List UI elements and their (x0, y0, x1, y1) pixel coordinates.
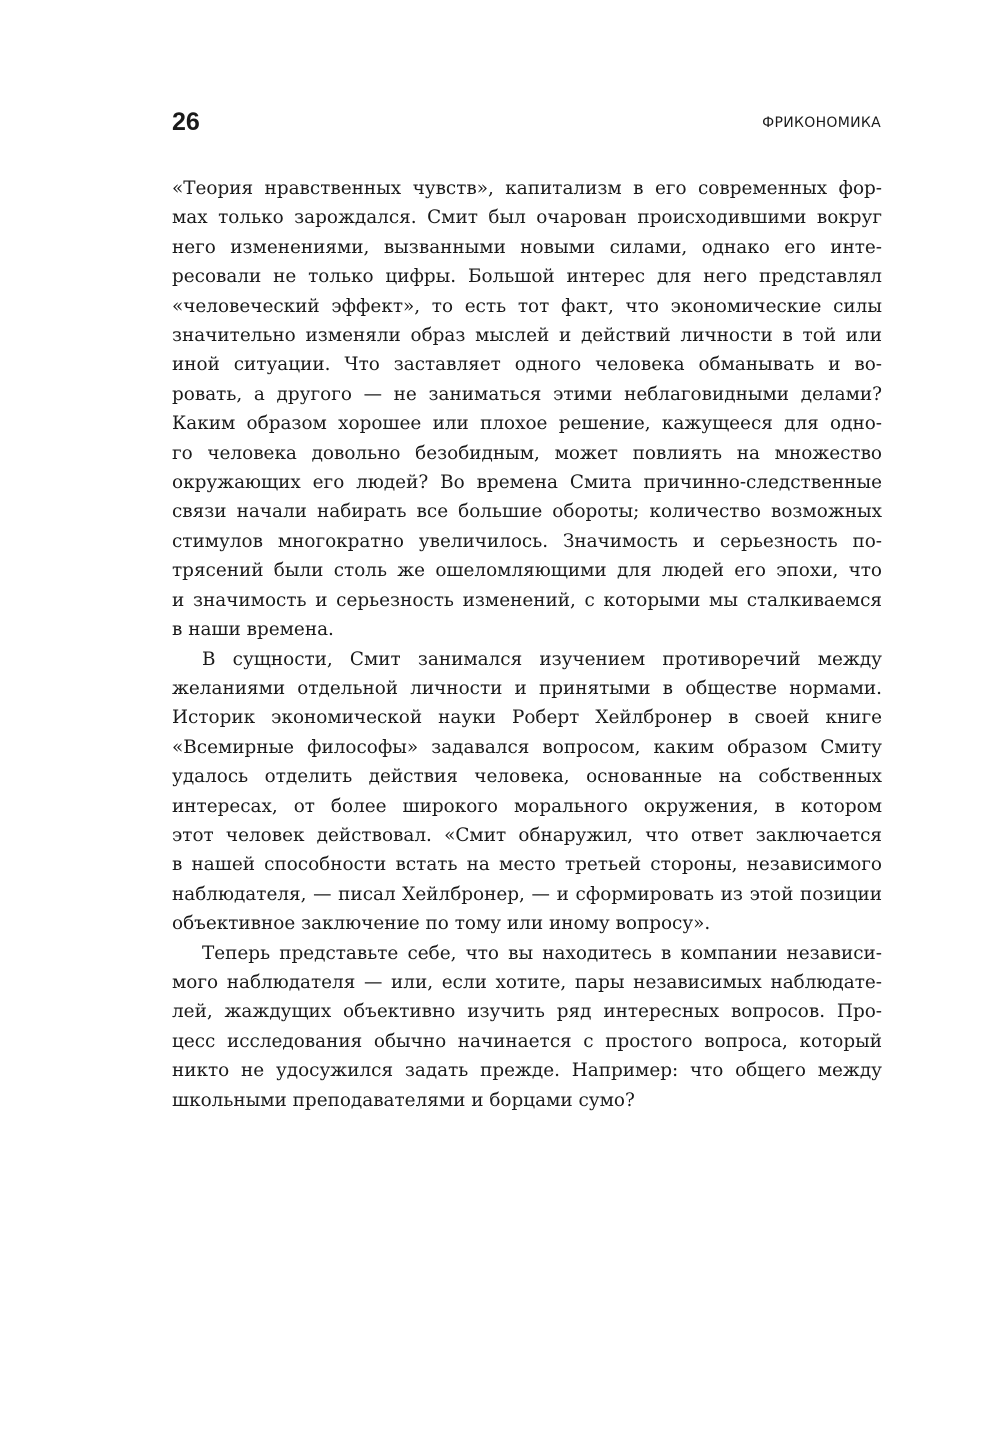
text-line: значительно изменяли образ мыслей и действий личности в той или (172, 325, 882, 347)
body-text (172, 174, 882, 1115)
text-line: наблюдателя, — писал Хейлбронер, — и сформировать из этой позиции (172, 883, 882, 905)
text-line: Историк экономической науки Роберт Хейлбронер в своей книге (172, 707, 882, 729)
text-line: в наши времена. (172, 619, 334, 641)
text-line: лей, жаждущих объективно изучить ряд интересных вопросов. Про- (172, 1001, 882, 1023)
text-line: ровать, а другого — не заниматься этими неблаговидными делами? (172, 383, 882, 405)
text-line: го человека довольно безобидным, может повлиять на множество (172, 442, 882, 464)
text-line: «человеческий эффект», то есть тот факт, что экономические силы (172, 295, 882, 317)
page-number: 26 (172, 108, 200, 136)
text-line: окружающих его людей? Во времена Смита причинно-следственные (172, 472, 882, 494)
text-line: «Теория нравственных чувств», капитализм в его современных фор- (172, 178, 882, 199)
text-line: и значимость и серьезность изменений, с которыми мы сталкиваемся (172, 589, 882, 611)
paragraph-2 (172, 645, 882, 939)
text-line: ресовали не только цифры. Большой интерес для него представлял (172, 266, 882, 288)
paragraph-3 (172, 939, 882, 1115)
text-line: Теперь представьте себе, что вы находитесь в компании независи- (202, 942, 882, 964)
text-line: трясений были столь же ошеломляющими для людей его эпохи, что (172, 560, 882, 582)
text-line: связи начали набирать все большие обороты; количество возможных (172, 501, 882, 523)
text-line: удалось отделить действия человека, основанные на собственных (172, 766, 882, 788)
text-line: цесс исследования обычно начинается с простого вопроса, который (172, 1030, 882, 1052)
paragraph-1 (172, 174, 882, 645)
text-line: объективное заключение по тому или иному вопросу». (172, 913, 711, 935)
text-line: этот человек действовал. «Смит обнаружил, что ответ заключается (172, 824, 882, 846)
text-line: стимулов многократно увеличилось. Значимость и серьезность по- (172, 530, 882, 552)
text-line: желаниями отдельной личности и принятыми в обществе нормами. (172, 677, 882, 699)
text-line: интересах, от более широкого морального окружения, в котором (172, 795, 882, 817)
text-line: «Всемирные философы» задавался вопросом, каким образом Смиту (172, 736, 882, 758)
text-line: никто не удосужился задать прежде. Например: что общего между (172, 1060, 882, 1082)
running-title: ФРИКОНОМИКА (762, 115, 881, 131)
text-line: мого наблюдателя — или, если хотите, пары независимых наблюдате- (172, 971, 882, 993)
text-line: в нашей способности встать на место третьей стороны, независимого (172, 854, 882, 876)
text-line: него изменениями, вызванными новыми силами, однако его инте- (172, 236, 882, 258)
text-line: Каким образом хорошее или плохое решение, кажущееся для одно- (172, 413, 882, 435)
text-line: мах только зарождался. Смит был очарован происходившими вокруг (172, 207, 882, 229)
text-line: школьными преподавателями и борцами сумо? (172, 1089, 635, 1111)
text-line: иной ситуации. Что заставляет одного человека обманывать и во- (172, 354, 882, 376)
text-line: В сущности, Смит занимался изучением противоречий между (202, 648, 882, 670)
